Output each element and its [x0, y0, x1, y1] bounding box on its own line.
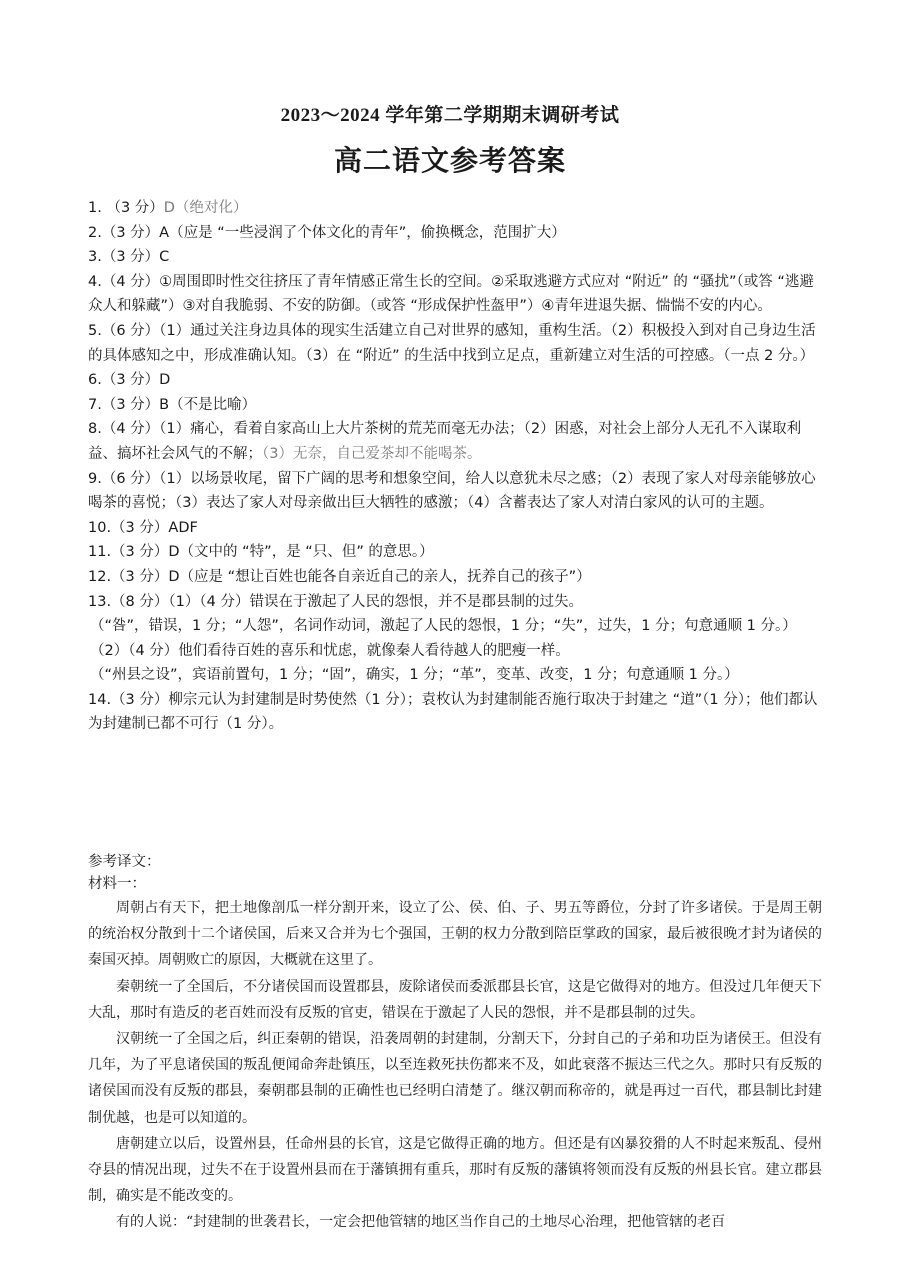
answer-text: 8.（4 分）（1）痛心，看着自家高山上大片茶树的荒芜而毫无办法；（2）困惑，对社会上部分人无孔不入谋取利益、搞坏社会风气的不解；: [88, 421, 802, 462]
answer-item: [88, 467, 818, 516]
answer-list: [88, 196, 818, 737]
answer-item: [88, 688, 818, 737]
answer-item: [88, 639, 818, 664]
answer-item: [88, 516, 818, 541]
answer-item: [88, 196, 818, 221]
document-title: 高二语文参考答案: [333, 144, 566, 177]
translation-body: [88, 895, 822, 1236]
translation-paragraph: 有的人说：“封建制的世袭君长，一定会把他管辖的地区当作自己的土地尽心治理，把他管辖的老百: [116, 1214, 726, 1231]
answer-text: 7.（3 分）B（不是比喻）: [88, 396, 257, 413]
answer-text: 14.（3 分）柳宗元认为封建制是时势使然（1 分）；袁枚认为封建制能否施行取决于封建之 “道”（1 分）；他们都认为封建制已都不可行（1 分）。: [88, 691, 818, 733]
answer-text: 12.（3 分）D（应是 “想让百姓也能各自亲近自己的亲人，抚养自己的孩子”）: [88, 568, 591, 585]
answer-item: [88, 540, 818, 565]
translation-paragraph: 汉朝统一了全国之后，纠正秦朝的错误，沿袭周朝的封建制，分割天下，分封自己的子弟和功臣为诸侯王。但没有几年，为了平息诸侯国的叛乱便闻命奔赴镇压，以至连救死扶伤都来不及，如此衰落不振达三代之久。那时只有反叛的诸侯国而没有反叛的郡县，秦朝郡县制的正确性也已经明白清楚了。继汉朝而称帝的，就是再过一百代，郡县制比封建制优越，也是可以知道的。: [88, 1031, 822, 1126]
answer-item: [88, 245, 818, 270]
material-label: 材料一：: [88, 876, 146, 892]
answer-item: [88, 221, 818, 246]
answer-item: [88, 417, 818, 466]
answer-text: 4.（4 分）①周围即时性交往挤压了青年情感正常生长的空间。②采取逃避方式应对 “附近” 的 “骚扰”（或答 “逃避众人和躲藏”）③对自我脆弱、不安的防御。（或答 “形成保护性盔甲”）④青年进退失据、惴惴不安的内心。: [88, 273, 814, 315]
translation-paragraph: 唐朝建立以后，设置州县，任命州县的长官，这是它做得正确的地方。但还是有凶暴狡猾的人不时起来叛乱、侵州夺县的情况出现，过失不在于设置州县而在于藩镇拥有重兵，那时有反叛的藩镇将领而没有反叛的州县长官。建立郡县制，确实是不能改变的。: [88, 1135, 822, 1205]
answer-text: （“州县之设”，宾语前置句，1 分；“固”，确实，1 分；“革”，变革、改变，1 分；句意通顺 1 分。）: [90, 667, 739, 684]
answer-text: （3）无奈，自己爱茶却不能喝茶。: [262, 445, 482, 462]
answer-text: 3.（3 分）C: [88, 249, 170, 266]
answer-item: [88, 565, 818, 590]
answer-text: 13.（8 分）（1）（4 分）错误在于激起了人民的怨恨，并不是郡县制的过失。: [88, 593, 583, 610]
answer-text: 10.（3 分）ADF: [88, 519, 198, 536]
translation-paragraph: 秦朝统一了全国后，不分诸侯国而设置郡县，废除诸侯而委派郡县长官，这是它做得对的地方。但没过几年便天下大乱，那时有造反的老百姓而没有反叛的官吏，错误在于激起了人民的怨恨，并不是郡县制的过失。: [88, 978, 822, 1021]
answer-text: 5.（6 分）（1）通过关注身边具体的现实生活建立自己对世界的感知，重构生活。（2）积极投入到对自己身边生活的具体感知之中，形成准确认知。（3）在 “附近” 的生活中找到立足点，重新建立对生活的可控感。（一点 2 分。）: [88, 322, 816, 364]
exam-title: 2023～2024 学年第二学期期末调研考试: [280, 105, 620, 126]
answer-text: 2.（3 分）A（应是 “一些浸润了个体文化的青年”，偷换概念，范围扩大）: [88, 224, 566, 241]
answer-item: [88, 270, 818, 319]
answer-text: （“咎”，错误，1 分；“人怨”，名词作动词，激起了人民的怨恨，1 分；“失”，过失，1 分；句意通顺 1 分。）: [90, 618, 797, 635]
answer-text: 11.（3 分）D（文中的 “特”，是 “只、但” 的意思。）: [88, 544, 434, 561]
translation-heading: 参考译文：: [88, 854, 161, 870]
answer-item: [88, 663, 818, 688]
answer-text: 9.（6 分）（1）以场景收尾，留下广阔的思考和想象空间，给人以意犹未尽之感；（2）表现了家人对母亲能够放心喝茶的喜悦；（3）表达了家人对母亲做出巨大牺牲的感激；（4）含蓄表达了家人对清白家风的认可的主题。: [88, 470, 816, 512]
answer-text: 1. （3 分）: [88, 200, 164, 216]
answer-item: [88, 614, 818, 639]
answer-text: （2）（4 分）他们看待百姓的喜乐和忧虑，就像秦人看待越人的肥瘦一样。: [90, 642, 570, 659]
answer-text: D（绝对化）: [163, 200, 248, 216]
answer-item: [88, 319, 818, 368]
answer-item: [88, 393, 818, 418]
translation-paragraph: 周朝占有天下，把土地像剖瓜一样分割开来，设立了公、侯、伯、子、男五等爵位，分封了许多诸侯。于是周王朝的统治权分散到十二个诸侯国，后来又合并为七个强国，王朝的权力分散到陪臣掌政的国家，最后被很晚才封为诸侯的秦国灭掉。周朝败亡的原因，大概就在这里了。: [88, 900, 822, 969]
answer-item: [88, 368, 818, 393]
reference-translation: [88, 851, 822, 1236]
answer-text: 6.（3 分）D: [88, 372, 171, 389]
answer-item: [88, 590, 818, 615]
